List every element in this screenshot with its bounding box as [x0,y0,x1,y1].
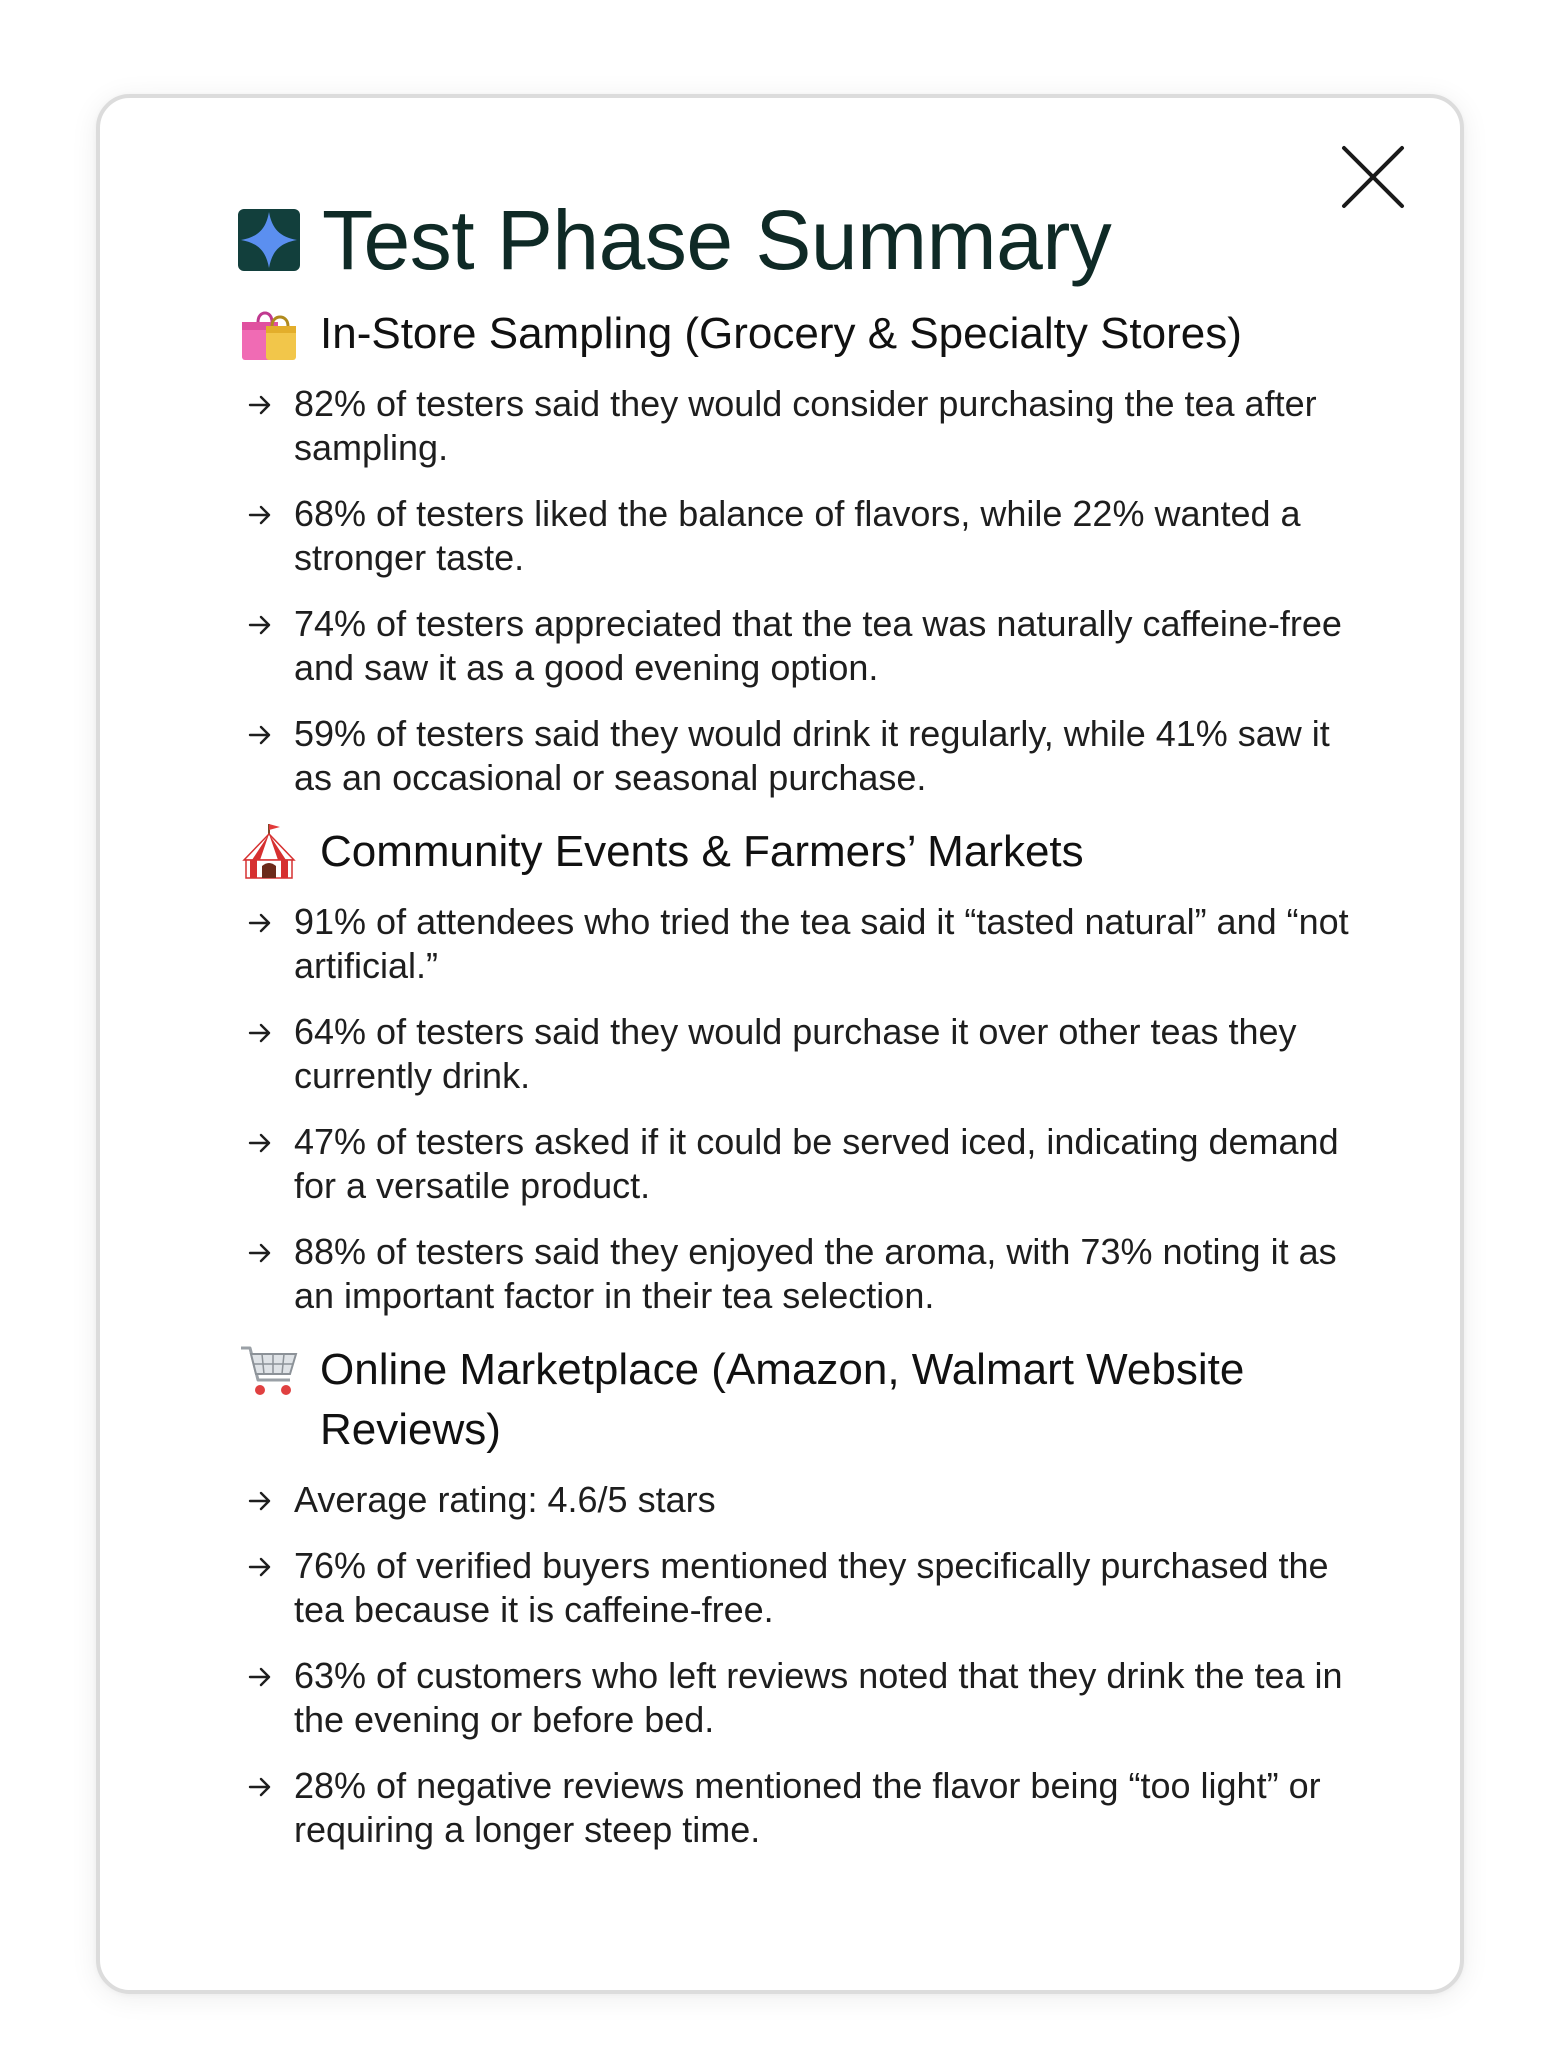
section-in-store-sampling [238,304,1358,800]
list-item [238,900,1358,988]
shopping-cart-icon [238,1338,300,1400]
close-icon [1336,140,1410,214]
section-title: Community Events & Farmers’ Markets [320,827,1084,876]
bullet-text: 88% of testers said they enjoyed the aroma, with 73% noting it as an important factor in their tea selection. [294,1231,1337,1316]
section-header [238,304,1358,364]
arrow-right-icon [248,1230,282,1264]
section-online-marketplace [238,1340,1358,1852]
bullet-text: 59% of testers said they would drink it regularly, while 41% saw it as an occasional or seasonal purchase. [294,713,1330,798]
arrow-right-icon [248,1654,282,1688]
bullet-text: 63% of customers who left reviews noted that they drink the tea in the evening or before bed. [294,1655,1343,1740]
title-row [238,190,1111,290]
bullet-text: 47% of testers asked if it could be served iced, indicating demand for a versatile product. [294,1121,1339,1206]
page-title: Test Phase Summary [322,193,1112,287]
section-community-events [238,822,1358,1318]
sparkle-diamond-icon [238,209,300,271]
list-item [238,602,1358,690]
arrow-right-icon [248,1010,282,1044]
arrow-right-icon [248,1544,282,1578]
arrow-right-icon [248,602,282,636]
arrow-right-icon [248,1120,282,1154]
bullet-list [238,382,1358,800]
arrow-right-icon [248,382,282,416]
arrow-right-icon [248,900,282,934]
bullet-text: 74% of testers appreciated that the tea was naturally caffeine-free and saw it as a good evening option. [294,603,1342,688]
bullet-text: 76% of verified buyers mentioned they specifically purchased the tea because it is caffeine-free. [294,1545,1329,1630]
summary-content [238,304,1358,1874]
list-item [238,1764,1358,1852]
bullet-text: 28% of negative reviews mentioned the flavor being “too light” or requiring a longer steep time. [294,1765,1321,1850]
list-item [238,1544,1358,1632]
circus-tent-icon [238,820,300,882]
close-button[interactable] [1336,140,1410,214]
list-item [238,1120,1358,1208]
bullet-text: 64% of testers said they would purchase it over other teas they currently drink. [294,1011,1297,1096]
bullet-text: 91% of attendees who tried the tea said it “tasted natural” and “not artificial.” [294,901,1349,986]
list-item [238,1010,1358,1098]
bullet-list [238,900,1358,1318]
list-item [238,1478,1358,1522]
bullet-text: Average rating: 4.6/5 stars [294,1479,716,1520]
list-item [238,1654,1358,1742]
arrow-right-icon [248,492,282,526]
list-item [238,1230,1358,1318]
section-title: Online Marketplace (Amazon, Walmart Website Reviews) [320,1345,1245,1454]
bullet-text: 68% of testers liked the balance of flavors, while 22% wanted a stronger taste. [294,493,1301,578]
section-header [238,1340,1358,1460]
list-item [238,382,1358,470]
shopping-bags-icon [238,302,300,364]
bullet-text: 82% of testers said they would consider purchasing the tea after sampling. [294,383,1317,468]
section-title: In-Store Sampling (Grocery & Specialty Stores) [320,309,1242,358]
arrow-right-icon [248,1764,282,1798]
summary-modal [96,94,1464,1994]
section-header [238,822,1358,882]
list-item [238,712,1358,800]
arrow-right-icon [248,712,282,746]
arrow-right-icon [248,1478,282,1512]
bullet-list [238,1478,1358,1852]
list-item [238,492,1358,580]
